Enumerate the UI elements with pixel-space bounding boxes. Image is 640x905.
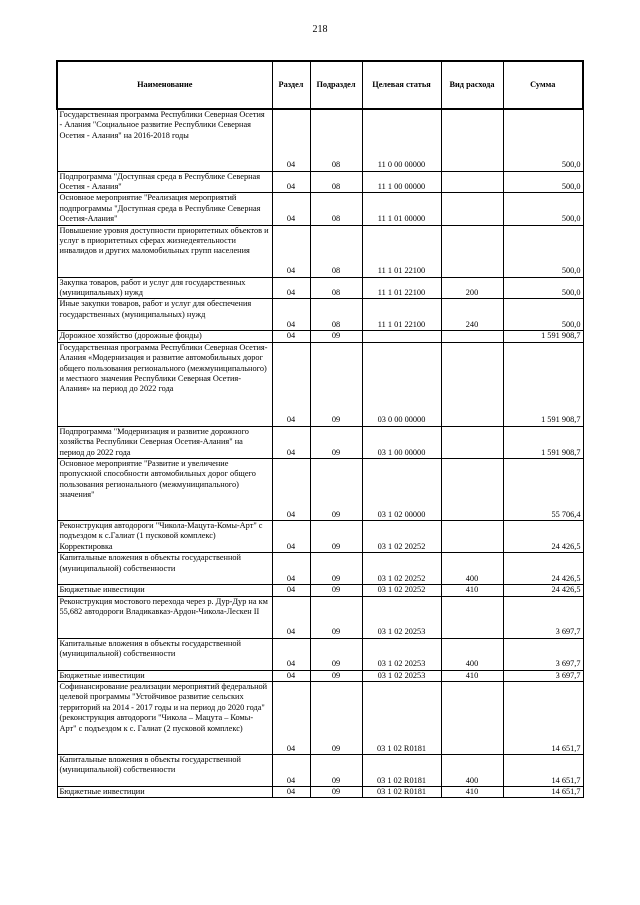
cell-name: Бюджетные инвестиции (57, 585, 272, 596)
cell-razdel: 04 (272, 299, 310, 331)
cell-celevaya: 11 1 01 00000 (362, 193, 441, 225)
cell-celevaya: 03 1 02 00000 (362, 458, 441, 520)
table-row (57, 553, 583, 585)
table-row (57, 426, 583, 458)
cell-razdel: 04 (272, 553, 310, 585)
table-row (57, 458, 583, 520)
cell-name: Подпрограмма "Доступная среда в Республике Северная Осетия - Алания" (57, 171, 272, 193)
cell-summa: 3 697,7 (503, 638, 583, 670)
cell-celevaya: 03 1 02 20252 (362, 585, 441, 596)
cell-razdel: 04 (272, 225, 310, 277)
cell-name: Дорожное хозяйство (дорожные фонды) (57, 331, 272, 342)
cell-podrazdel: 09 (310, 670, 362, 681)
cell-celevaya: 11 1 01 22100 (362, 277, 441, 299)
cell-summa: 500,0 (503, 277, 583, 299)
cell-vid: 400 (441, 755, 503, 787)
table-row (57, 193, 583, 225)
cell-celevaya: 03 1 02 R0181 (362, 755, 441, 787)
cell-vid (441, 225, 503, 277)
cell-summa: 14 651,7 (503, 755, 583, 787)
table-row (57, 331, 583, 342)
cell-vid (441, 682, 503, 755)
cell-name: Реконструкция мостового перехода через р. Дур-Дур на км 55,682 автодороги Владикавказ-Ардон-Чикола-Лескен II (57, 596, 272, 638)
cell-vid: 410 (441, 670, 503, 681)
cell-summa: 1 591 908,7 (503, 426, 583, 458)
table-row (57, 520, 583, 552)
cell-podrazdel: 08 (310, 109, 362, 171)
cell-name: Иные закупки товаров, работ и услуг для обеспечения государственных (муниципальных) нужд (57, 299, 272, 331)
table-row (57, 342, 583, 426)
cell-razdel: 04 (272, 638, 310, 670)
cell-celevaya: 03 1 02 20253 (362, 638, 441, 670)
cell-podrazdel: 09 (310, 342, 362, 426)
table-row (57, 277, 583, 299)
table-row (57, 596, 583, 638)
cell-razdel: 04 (272, 331, 310, 342)
cell-vid: 410 (441, 787, 503, 798)
cell-vid: 200 (441, 277, 503, 299)
cell-summa: 14 651,7 (503, 682, 583, 755)
cell-name: Капитальные вложения в объекты государственной (муниципальной) собственности (57, 755, 272, 787)
cell-podrazdel: 08 (310, 299, 362, 331)
cell-summa: 500,0 (503, 109, 583, 171)
cell-celevaya: 11 1 01 22100 (362, 299, 441, 331)
table-header-row (57, 61, 583, 109)
cell-name: Основное мероприятие "Реализация мероприятий подпрограммы "Доступная среда в Республике Северная Осетия-Алания" (57, 193, 272, 225)
header-name: Наименование (57, 61, 272, 109)
cell-razdel: 04 (272, 596, 310, 638)
cell-vid (441, 331, 503, 342)
cell-celevaya: 11 1 00 00000 (362, 171, 441, 193)
cell-name: Реконструкция автодороги "Чикола-Мацута-Комы-Арт" с подъездом к с.Галиат (1 пусковой комплекс) Корректировка (57, 520, 272, 552)
cell-summa: 14 651,7 (503, 787, 583, 798)
cell-summa: 3 697,7 (503, 596, 583, 638)
cell-vid (441, 193, 503, 225)
cell-celevaya: 03 1 02 20252 (362, 520, 441, 552)
table-row (57, 670, 583, 681)
cell-summa: 500,0 (503, 193, 583, 225)
cell-vid (441, 458, 503, 520)
cell-podrazdel: 09 (310, 585, 362, 596)
cell-razdel: 04 (272, 458, 310, 520)
table-row (57, 225, 583, 277)
cell-podrazdel: 08 (310, 277, 362, 299)
cell-podrazdel: 09 (310, 638, 362, 670)
cell-razdel: 04 (272, 277, 310, 299)
cell-razdel: 04 (272, 670, 310, 681)
cell-celevaya: 03 1 02 R0181 (362, 787, 441, 798)
cell-vid (441, 109, 503, 171)
cell-name: Основное мероприятие "Развитие и увеличение пропускной способности автомобильных дорог общего пользования регионального (межмуниципального) значения" (57, 458, 272, 520)
cell-razdel: 04 (272, 755, 310, 787)
cell-podrazdel: 08 (310, 225, 362, 277)
table-row (57, 109, 583, 171)
cell-podrazdel: 09 (310, 787, 362, 798)
cell-podrazdel: 09 (310, 331, 362, 342)
cell-celevaya: 03 0 00 00000 (362, 342, 441, 426)
cell-razdel: 04 (272, 787, 310, 798)
cell-razdel: 04 (272, 682, 310, 755)
cell-podrazdel: 09 (310, 458, 362, 520)
cell-celevaya: 03 1 00 00000 (362, 426, 441, 458)
cell-razdel: 04 (272, 426, 310, 458)
cell-vid: 400 (441, 638, 503, 670)
cell-name: Капитальные вложения в объекты государственной (муниципальной) собственности (57, 553, 272, 585)
cell-vid: 400 (441, 553, 503, 585)
cell-celevaya: 11 1 01 22100 (362, 225, 441, 277)
cell-summa: 24 426,5 (503, 553, 583, 585)
table-row (57, 755, 583, 787)
table-row (57, 171, 583, 193)
cell-razdel: 04 (272, 342, 310, 426)
cell-celevaya: 03 1 02 20253 (362, 670, 441, 681)
cell-summa: 500,0 (503, 171, 583, 193)
cell-razdel: 04 (272, 109, 310, 171)
cell-vid (441, 171, 503, 193)
cell-name: Бюджетные инвестиции (57, 670, 272, 681)
table-row (57, 638, 583, 670)
cell-summa: 24 426,5 (503, 520, 583, 552)
header-summa: Сумма (503, 61, 583, 109)
cell-summa: 500,0 (503, 225, 583, 277)
cell-razdel: 04 (272, 193, 310, 225)
cell-summa: 500,0 (503, 299, 583, 331)
cell-summa: 1 591 908,7 (503, 331, 583, 342)
table-body (57, 109, 583, 798)
cell-podrazdel: 09 (310, 755, 362, 787)
cell-podrazdel: 09 (310, 596, 362, 638)
header-vid: Вид расхода (441, 61, 503, 109)
cell-celevaya (362, 331, 441, 342)
cell-podrazdel: 09 (310, 426, 362, 458)
table-row (57, 585, 583, 596)
cell-name: Подпрограмма "Модернизация и развитие дорожного хозяйства Республики Северная Осетия-Алания" на период до 2022 года (57, 426, 272, 458)
cell-celevaya: 11 0 00 00000 (362, 109, 441, 171)
table-row (57, 299, 583, 331)
cell-name: Закупка товаров, работ и услуг для государственных (муниципальных) нужд (57, 277, 272, 299)
cell-name: Софинансирование реализации мероприятий федеральной целевой программы "Устойчивое развитие сельских территорий на 2014 - 2017 годы и на период до 2020 года" (реконструкция автодороги "Чикола – Мацута – Комы-Арт" с подъездом к с. Галиат (2 пусковой комплекс) (57, 682, 272, 755)
cell-vid (441, 426, 503, 458)
cell-celevaya: 03 1 02 20252 (362, 553, 441, 585)
cell-summa: 55 706,4 (503, 458, 583, 520)
cell-podrazdel: 08 (310, 193, 362, 225)
cell-podrazdel: 09 (310, 520, 362, 552)
cell-celevaya: 03 1 02 R0181 (362, 682, 441, 755)
cell-summa: 3 697,7 (503, 670, 583, 681)
cell-celevaya: 03 1 02 20253 (362, 596, 441, 638)
cell-summa: 24 426,5 (503, 585, 583, 596)
cell-vid (441, 342, 503, 426)
table-row (57, 682, 583, 755)
header-celevaya: Целевая статья (362, 61, 441, 109)
cell-vid (441, 596, 503, 638)
cell-summa: 1 591 908,7 (503, 342, 583, 426)
cell-vid (441, 520, 503, 552)
cell-podrazdel: 09 (310, 682, 362, 755)
cell-podrazdel: 09 (310, 553, 362, 585)
cell-razdel: 04 (272, 520, 310, 552)
cell-name: Государственная программа Республики Северная Осетия - Алания "Социальное развитие Республики Северная Осетия - Алания" на 2016-2018 годы (57, 109, 272, 171)
cell-razdel: 04 (272, 585, 310, 596)
cell-name: Бюджетные инвестиции (57, 787, 272, 798)
cell-vid: 240 (441, 299, 503, 331)
cell-name: Повышение уровня доступности приоритетных объектов и услуг в приоритетных сферах жизнедеятельности инвалидов и других маломобильных групп населения (57, 225, 272, 277)
cell-vid: 410 (441, 585, 503, 596)
cell-name: Государственная программа Республики Северная Осетия-Алания «Модернизация и развитие автомобильных дорог общего пользования регионального (межмуниципального) и местного значения Республики Северная Осетия-Алания» на период до 2022 года (57, 342, 272, 426)
budget-table (56, 60, 584, 798)
page-number: 218 (312, 24, 328, 35)
cell-podrazdel: 08 (310, 171, 362, 193)
cell-razdel: 04 (272, 171, 310, 193)
header-razdel: Раздел (272, 61, 310, 109)
cell-name: Капитальные вложения в объекты государственной (муниципальной) собственности (57, 638, 272, 670)
header-podrazdel: Подраздел (310, 61, 362, 109)
table-row (57, 787, 583, 798)
